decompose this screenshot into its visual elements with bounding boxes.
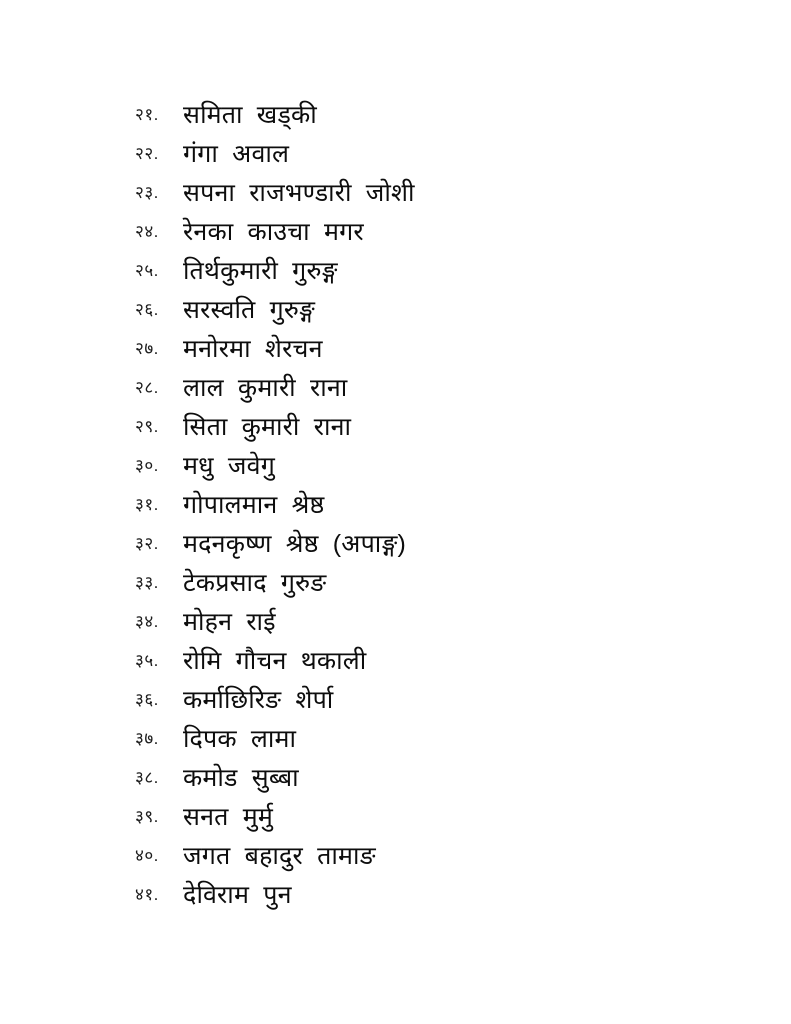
- item-number: २७.: [135, 339, 159, 358]
- item-number: २३.: [135, 183, 159, 202]
- item-name: रोमि गौचन थकाली: [183, 646, 367, 675]
- item-name: कमोड सुब्बा: [183, 763, 299, 792]
- item-name: तिर्थकुमारी गुरुङ्ग: [183, 256, 338, 285]
- list-item: [135, 718, 415, 757]
- item-name: कर्माछिरिङ शेर्पा: [183, 685, 334, 714]
- item-name: मधु जवेगु: [183, 451, 275, 480]
- list-item: [135, 679, 415, 718]
- item-name: लाल कुमारी राना: [183, 373, 348, 402]
- item-number: ३२.: [135, 534, 159, 553]
- list-item: [135, 874, 415, 913]
- item-number: २१.: [135, 105, 159, 124]
- item-name: सरस्वति गुरुङ्ग: [183, 295, 316, 324]
- item-name: सिता कुमारी राना: [183, 412, 352, 441]
- item-name: मनोरमा शेरचन: [183, 334, 323, 363]
- list-item: [135, 640, 415, 679]
- list-item: [135, 601, 415, 640]
- name-list: [135, 94, 415, 913]
- list-item: [135, 211, 415, 250]
- list-item: [135, 484, 415, 523]
- list-item: [135, 562, 415, 601]
- list-item: [135, 835, 415, 874]
- item-number: २८.: [135, 378, 159, 397]
- item-number: ४०.: [135, 846, 159, 865]
- item-number: ३०.: [135, 456, 159, 475]
- list-item: [135, 328, 415, 367]
- item-number: ३७.: [135, 729, 159, 748]
- item-number: २९.: [135, 417, 159, 436]
- item-number: ३६.: [135, 690, 159, 709]
- item-name: गोपालमान श्रेष्ठ: [183, 490, 325, 519]
- item-number: ४१.: [135, 885, 159, 904]
- item-number: ३५.: [135, 651, 159, 670]
- item-name: गंगा अवाल: [183, 139, 290, 168]
- item-name: रेनका काउचा मगर: [183, 217, 364, 246]
- item-name: जगत बहादुर तामाङ: [183, 841, 376, 870]
- item-number: ३८.: [135, 768, 159, 787]
- list-item: [135, 523, 415, 562]
- list-item: [135, 172, 415, 211]
- list-item: [135, 406, 415, 445]
- item-name: टेकप्रसाद गुरुङ: [183, 568, 327, 597]
- list-item: [135, 796, 415, 835]
- item-number: ३९.: [135, 807, 159, 826]
- item-name: सनत मुर्मु: [183, 802, 274, 831]
- list-item: [135, 289, 415, 328]
- item-number: ३१.: [135, 495, 159, 514]
- item-number: २६.: [135, 300, 159, 319]
- item-number: ३४.: [135, 612, 159, 631]
- item-name: समिता खड्की: [183, 100, 317, 129]
- item-name: मदनकृष्ण श्रेष्ठ (अपाङ्ग): [183, 529, 406, 558]
- list-item: [135, 757, 415, 796]
- item-name: सपना राजभण्डारी जोशी: [183, 178, 415, 207]
- list-item: [135, 250, 415, 289]
- item-name: मोहन राई: [183, 607, 276, 636]
- item-number: २४.: [135, 222, 159, 241]
- item-number: ३३.: [135, 573, 159, 592]
- item-name: दिपक लामा: [183, 724, 297, 753]
- item-number: २२.: [135, 144, 159, 163]
- item-number: २५.: [135, 261, 159, 280]
- list-item: [135, 94, 415, 133]
- list-item: [135, 133, 415, 172]
- list-item: [135, 445, 415, 484]
- list-item: [135, 367, 415, 406]
- item-name: देविराम पुन: [183, 880, 292, 909]
